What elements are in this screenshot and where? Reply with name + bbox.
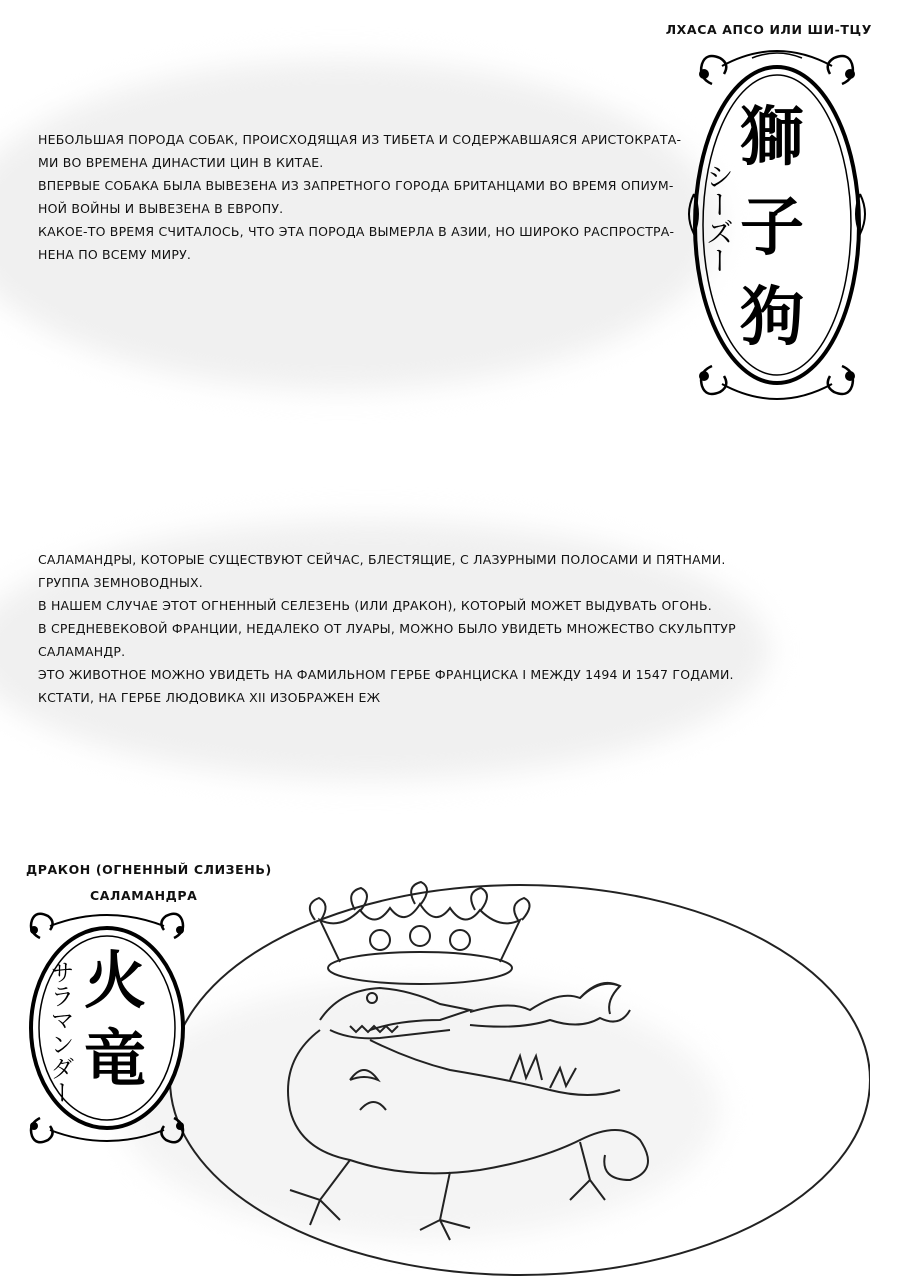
salamander-kanji-2: 竜 — [84, 1022, 147, 1095]
shih-tzu-heading: ЛХАСА АПСО ИЛИ ШИ-ТЦУ — [665, 22, 872, 37]
salamander-drawing — [150, 880, 870, 1280]
paragraph-line: В СРЕДНЕВЕКОВОЙ ФРАНЦИИ, НЕДАЛЕКО ОТ ЛУАРЫ, МОЖНО БЫЛО УВИДЕТЬ МНОЖЕСТВО СКУЛЬПТУР — [38, 621, 736, 636]
salamander-icon — [288, 983, 648, 1240]
salamander-kanji-1: 火 — [84, 944, 147, 1017]
paragraph-line: НОЙ ВОЙНЫ И ВЫВЕЗЕНА В ЕВРОПУ. — [38, 201, 284, 216]
paragraph-line: КСТАТИ, НА ГЕРБЕ ЛЮДОВИКА XII ИЗОБРАЖЕН ЕЖ — [38, 690, 381, 705]
salamander-ornate-frame — [18, 912, 196, 1144]
crown-icon — [310, 882, 530, 984]
paragraph-line: ВПЕРВЫЕ СОБАКА БЫЛА ВЫВЕЗЕНА ИЗ ЗАПРЕТНОГО ГОРОДА БРИТАНЦАМИ ВО ВРЕМЯ ОПИУМ- — [38, 178, 674, 193]
paragraph-line: В НАШЕМ СЛУЧАЕ ЭТОТ ОГНЕННЫЙ СЕЛЕЗЕНЬ (ИЛИ ДРАКОН), КОТОРЫЙ МОЖЕТ ВЫДУВАТЬ ОГОНЬ. — [38, 598, 712, 613]
shih-tzu-kanji-1: 獅 — [740, 101, 804, 175]
paragraph-line: ГРУППА ЗЕМНОВОДНЫХ. — [38, 575, 203, 590]
salamander-kana: サラマンダー — [46, 960, 74, 1104]
paragraph-line: САЛАМАНДР. — [38, 644, 126, 659]
salamander-paragraph — [38, 548, 798, 709]
shih-tzu-kanji-3: 狗 — [740, 281, 804, 355]
salamander-heading-line2: САЛАМАНДРА — [90, 888, 198, 903]
shih-tzu-kana: シーズー — [702, 162, 735, 274]
shih-tzu-paragraph — [38, 128, 688, 266]
paragraph-line: МИ ВО ВРЕМЕНА ДИНАСТИИ ЦИН В КИТАЕ. — [38, 155, 324, 170]
paragraph-line: КАКОЕ-ТО ВРЕМЯ СЧИТАЛОСЬ, ЧТО ЭТА ПОРОДА ВЫМЕРЛА В АЗИИ, НО ШИРОКО РАСПРОСТРА- — [38, 224, 675, 239]
shih-tzu-kanji-2: 子 — [740, 191, 804, 265]
paragraph-line: НЕНА ПО ВСЕМУ МИРУ. — [38, 247, 192, 262]
paragraph-line: НЕБОЛЬШАЯ ПОРОДА СОБАК, ПРОИСХОДЯЩАЯ ИЗ ТИБЕТА И СОДЕРЖАВШАЯСЯ АРИСТОКРАТА- — [38, 132, 682, 147]
paragraph-line: ЭТО ЖИВОТНОЕ МОЖНО УВИДЕТЬ НА ФАМИЛЬНОМ ГЕРБЕ ФРАНЦИСКА I МЕЖДУ 1494 И 1547 ГОДАМИ. — [38, 667, 734, 682]
salamander-heading-line1: ДРАКОН (ОГНЕННЫЙ СЛИЗЕНЬ) — [26, 862, 272, 877]
shih-tzu-ornate-frame — [682, 44, 872, 406]
paragraph-line: САЛАМАНДРЫ, КОТОРЫЕ СУЩЕСТВУЮТ СЕЙЧАС, БЛЕСТЯЩИЕ, С ЛАЗУРНЫМИ ПОЛОСАМИ И ПЯТНАМИ. — [38, 552, 726, 567]
